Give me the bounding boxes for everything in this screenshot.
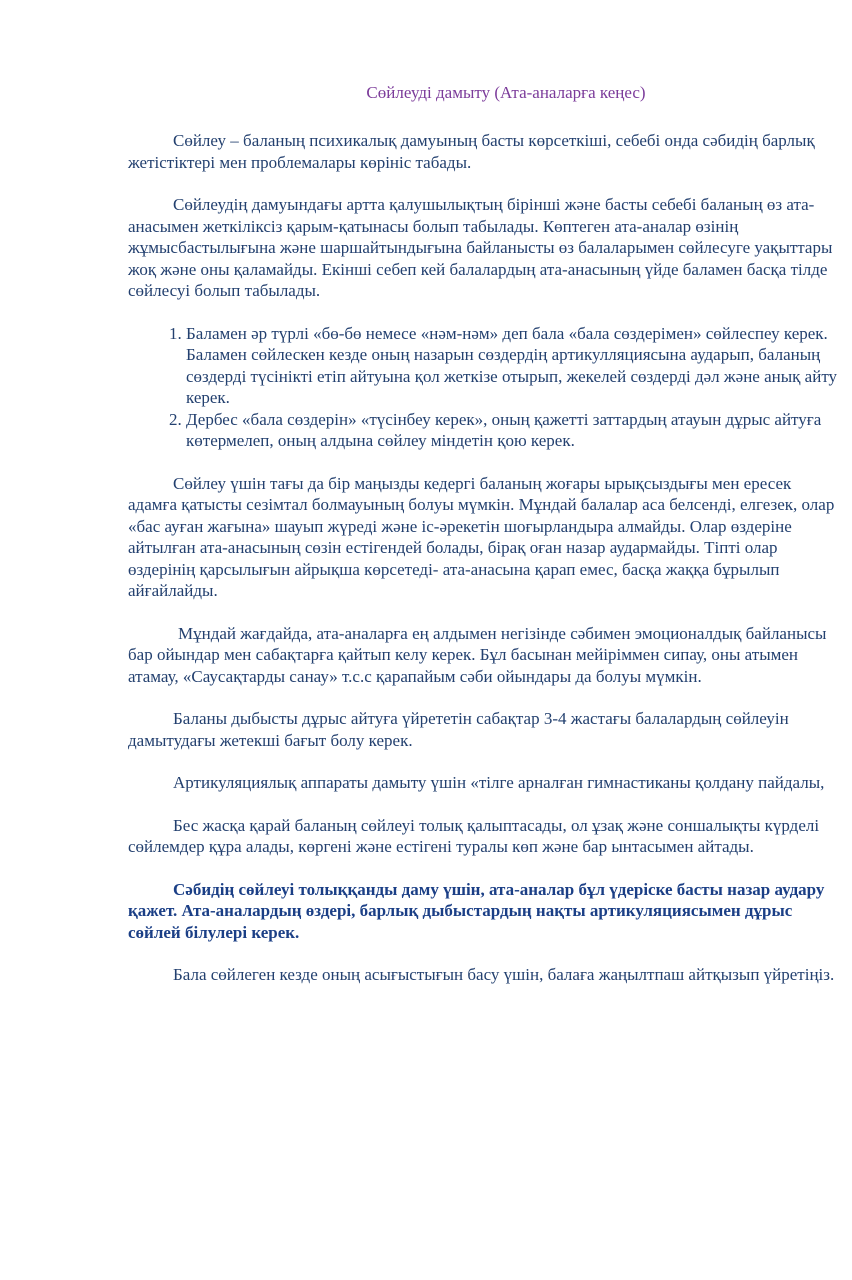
- paragraph-causes: Сөйлеудің дамуындағы артта қалушылықтың бірінші және басты себебі баланың өз ата-анасымен жеткіліксіз қарым-қатынасы болып табылады. Көптеген ата-аналар өзінің жұмысбастылығына және шаршайтындығына байланысты өз балаларымен сөйлесуге уақыттары жоқ және оны қаламайды. Екінші себеп кей балалардың ата-анасының үйде баламен басқа тілде сөйлесуі болып табылады.: [128, 195, 833, 300]
- document-title: Сөйлеуді дамыту (Ата-аналарға кеңес): [366, 83, 646, 102]
- paragraph-lessons: Баланы дыбысты дұрыс айтуға үйрететін сабақтар 3-4 жастағы балалардың сөйлеуін дамытудағы жетекші бағыт болу керек.: [128, 709, 789, 750]
- paragraph-obstacle: Сөйлеу үшін тағы да бір маңызды кедергі баланың жоғары ырықсыздығы мен ересек адамға қатысты сезімтал болмауының болуы мүмкін. Мұндай балалар аса белсенді, елгезек, олар «бас ауған жағына» шауып жүреді және іс-әрекетін шоғырландыра алмайды. Олар өздеріне айтылған ата-анасының сөзін естігендей болады, бірақ оған назар аудармайды. Тіпті олар өздерінің қарсылығын айрықша көрсетеді- ата-анасына қарап емес, басқа жаққа бұрылып айғайлайды.: [128, 473, 835, 600]
- paragraph-games: Мұндай жағдайда, ата-аналарға ең алдымен негізінде сәбимен эмоционалдық байланысы бар ойындар мен сабақтарға қайтып келу керек. Бұл басынан мейіріммен сипау, оны атымен атамау, «Саусақтарды санау» т.с.с қарапайым сәби ойындары да болуы мүмкін.: [128, 623, 827, 686]
- advice-list: [128, 323, 844, 452]
- paragraph-bold-advice: Сәбидің сөйлеуі толыққанды даму үшін, ата-аналар бұл үдеріске басты назар аудару қажет. Ата-аналардың өздері, барлық дыбыстардың нақты артикуляциясымен дұрыс сөйлей білулері керек.: [128, 879, 825, 942]
- paragraph-intro: Сөйлеу – баланың психикалық дамуының басты көрсеткіші, себебі онда сәбидің барлық жетістіктері мен проблемалары көрініс табады.: [128, 131, 815, 172]
- paragraph-final: Бала сөйлеген кезде оның асығыстығын басу үшін, балаға жаңылтпаш айтқызып үйретіңіз.: [173, 965, 835, 984]
- list-item: 2. Дербес «бала сөздерін» «түсінбеу керек», оның қажетті заттардың атауын дұрыс айтуға көтермелеп, оның алдына сөйлеу міндетін қою керек.: [186, 409, 844, 452]
- list-item: 1. Баламен әр түрлі «бө-бө немесе «нәм-нәм» деп бала «бала сөздерімен» сөйлеспеу керек. Баламен сөйлескен кезде оның назарын сөздердің артикулляциясына аударып, баланың сөздерді түсінікті етіп айтуына қол жеткізе отырып, жекелей сөздерді дәл және анық айту керек.: [186, 323, 844, 409]
- paragraph-five-years: Бес жасқа қарай баланың сөйлеуі толық қалыптасады, ол ұзақ және соншалықты күрделі сөйлемдер құра алады, көргені және естігені туралы көп және бар ынтасымен айтады.: [128, 815, 820, 856]
- paragraph-articulation: Артикуляциялық аппараты дамыту үшін «тілге арналған гимнастиканы қолдану пайдалы,: [173, 773, 825, 792]
